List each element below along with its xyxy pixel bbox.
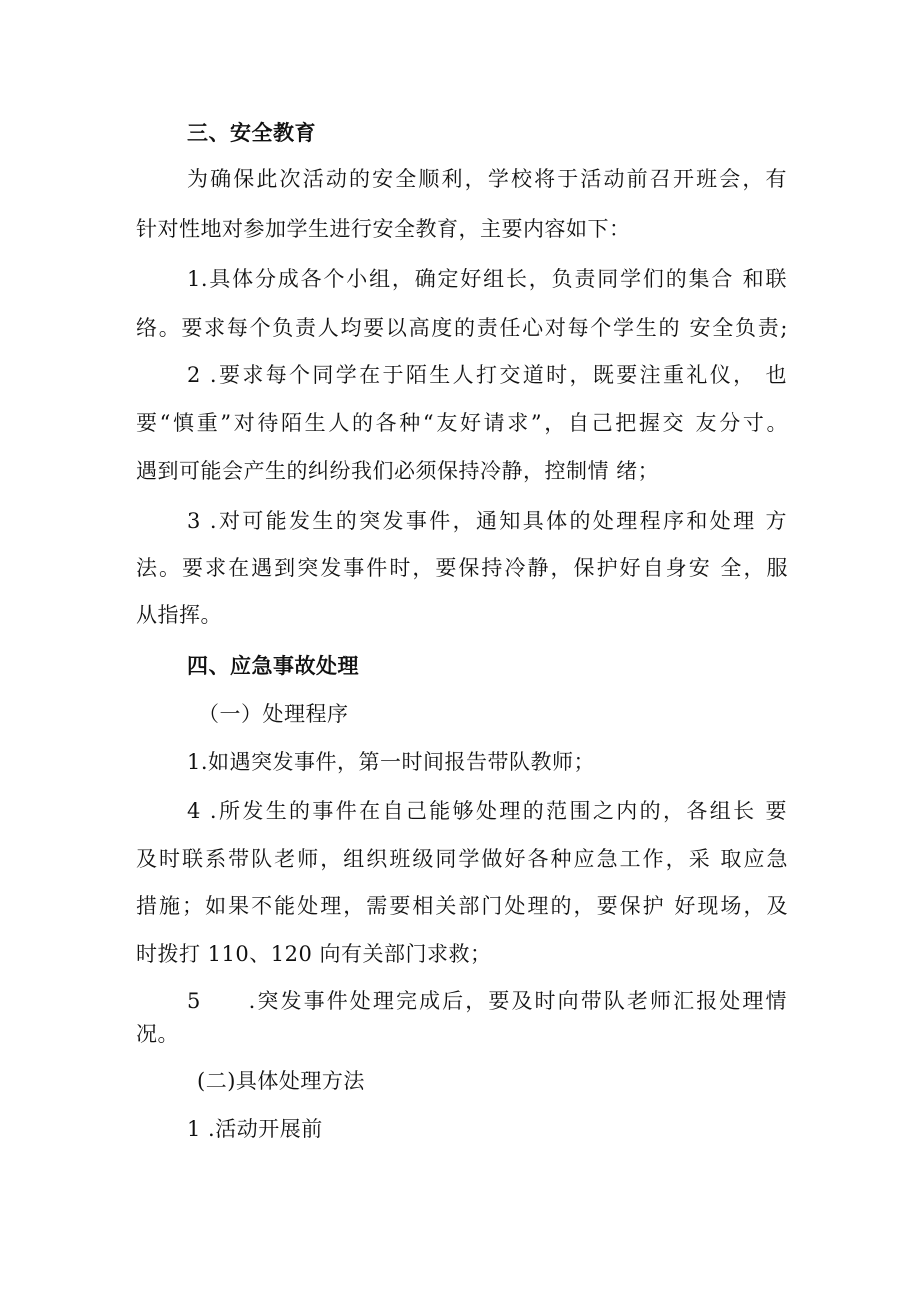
paragraph-line: 及时联系带队老师，组织班级同学做好各种应急工作，采 取应急 <box>136 847 788 871</box>
list-item-line: 2 .要求每个同学在于陌生人打交道时，既要注重礼仪， 也 <box>187 363 787 387</box>
heading-emergency-handling: 四、应急事故处理 <box>187 653 359 678</box>
list-item-line: 5 .突发事件处理完成后，要及时向带队老师汇报处理情 <box>187 989 787 1013</box>
paragraph-line: 络。要求每个负责人均要以高度的责任心对每个学生的 安全负责; <box>136 316 788 340</box>
list-item-line: 3 .对可能发生的突发事件，通知具体的处理程序和处理 方 <box>187 509 787 533</box>
paragraph-line: 遇到可能会产生的纠纷我们必须保持冷静，控制情 绪； <box>136 459 660 483</box>
heading-safety-education: 三、安全教育 <box>187 120 316 145</box>
paragraph-line: 法。要求在遇到突发事件时，要保持冷静，保护好自身安 全，服 <box>136 556 788 580</box>
list-item-line: 1.具体分成各个小组，确定好组长，负责同学们的集合 和联 <box>187 267 787 291</box>
subheading-procedure: （一）处理程序 <box>198 702 349 726</box>
paragraph-line: 措施；如果不能处理，需要相关部门处理的，要保护 好现场，及 <box>136 894 788 918</box>
list-item-line: 4 .所发生的事件在自己能够处理的范围之内的，各组长 要 <box>187 799 787 823</box>
list-item-line: 1 .活动开展前 <box>187 1117 323 1141</box>
paragraph-line: 针对性地对参加学生进行安全教育，主要内容如下： <box>136 217 631 241</box>
subheading-methods: (二)具体处理方法 <box>197 1069 365 1093</box>
paragraph-line: 从指挥。 <box>136 603 222 627</box>
paragraph-line: 况。 <box>136 1022 179 1046</box>
paragraph-line: 时拨打 110、120 向有关部门求救； <box>136 942 492 966</box>
paragraph-line: 要“慎重”对待陌生人的各种“友好请求”，自己把握交 友分寸。 <box>136 411 788 435</box>
paragraph-line: 为确保此次活动的安全顺利，学校将于活动前召开班会，有 <box>187 167 787 191</box>
list-item-line: 1.如遇突发事件，第一时间报告带队教师； <box>187 750 596 774</box>
